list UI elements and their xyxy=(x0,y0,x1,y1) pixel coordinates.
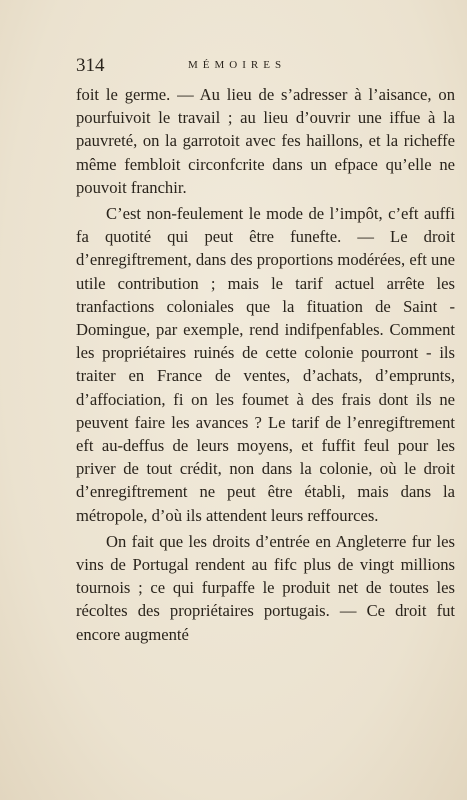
running-head: MÉMOIRES xyxy=(188,59,287,71)
page-number: 314 xyxy=(76,55,105,76)
page-header xyxy=(76,55,456,75)
body-text xyxy=(76,83,455,646)
paragraph-continuation: foit le germe. — Au lieu de s’adresser à l’aisance, on pourfuivoit le travail ; au lieu d’ouvrir une iffue à la pauvreté, on la garrotoit avec fes haillons, et la richeffe même fembloit circonfcrite dans un efpace qu’elle ne pouvoit franchir. xyxy=(76,85,455,197)
paragraph-england-wine-duties: On fait que les droits d’entrée en Angleterre fur les vins de Portugal rendent au fifc plus de vingt millions tournois ; ce qui furpaffe le produit net de toutes les récoltes des propriétaires portugais. — Ce droit fut encore augmenté xyxy=(76,531,455,644)
paragraph-tax-rate: C’est non-feulement le mode de l’impôt, c’eft auffi fa quotité qui peut être funefte. — Le droit d’enregiftrement, dans des proportions modérées, eft une utile contribution ; mais le tarif actuel arrête les tranfactions coloniales que la fituation de Saint - Domingue, par exemple, rend indifpenfables. Comment les propriétaires ruinés de cette colonie pourront - ils traiter en France de ventes, d’achats, d’emprunts, d’affociation, fi on les foumet à des frais dont ils ne peuvent faire les avances ? Le tarif de l’enregiftrement eft au-deffus de leurs moyens, et fuffit feul pour les priver de tout crédit, non dans la colonie, où le droit d’enregiftrement ne peut être établi, mais dans la métropole, d’où ils attendent leurs reffources. xyxy=(76,204,455,525)
